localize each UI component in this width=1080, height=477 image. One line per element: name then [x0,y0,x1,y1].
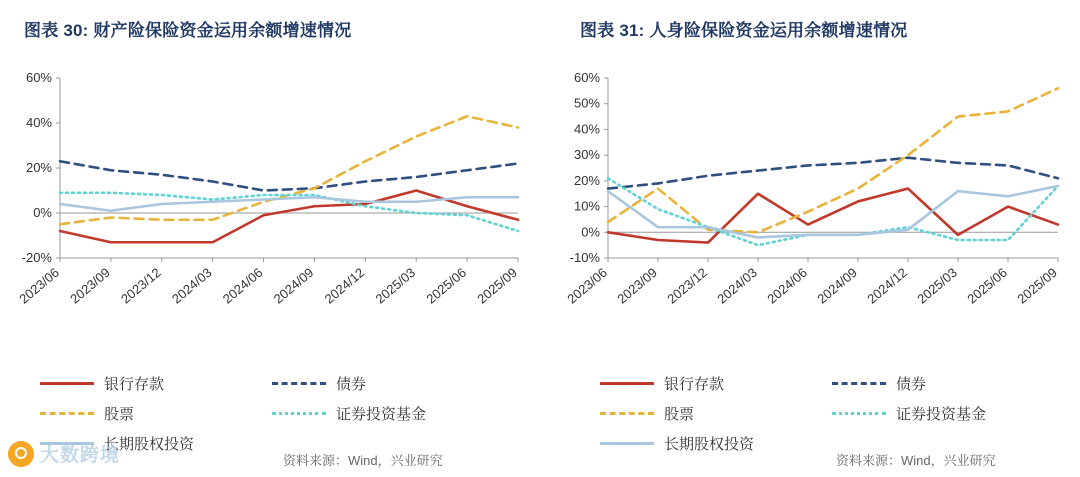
line-chart-left [0,60,540,350]
legend-item-long-term-equity [600,433,832,454]
legend-item-securities-fund [272,403,504,424]
x-tick-label: 2024/03 [714,264,760,307]
legend-swatch-bank-deposit [600,382,654,385]
legend-swatch-bond [272,382,326,385]
line-chart-right [540,60,1080,350]
legend-item-stock [600,403,832,424]
series-line [60,161,518,190]
x-tick-label: 2025/09 [474,264,520,307]
legend-swatch-stock [40,412,94,415]
chart-source-left: 资料来源：Wind，兴业研究 [283,453,443,468]
chart-legend-right [600,368,1070,458]
x-tick-label: 2024/09 [270,264,317,307]
legend-item-securities-fund [832,403,1064,424]
legend-swatch-securities-fund [832,412,886,415]
legend-item-bond [272,373,504,394]
y-tick-label: 20% [573,172,600,188]
x-tick-label: 2025/03 [914,264,960,307]
legend-label-bond: 债券 [336,375,367,393]
y-tick-label: 10% [573,198,600,214]
legend-row [600,428,1070,458]
series-line [60,197,518,211]
x-tick-label: 2025/09 [1014,264,1060,307]
y-tick-label: 60% [573,70,600,85]
legend-row [600,398,1070,428]
y-tick-label: -10% [569,250,600,265]
x-tick-label: 2025/03 [372,264,419,307]
y-tick-label: 30% [573,147,600,163]
watermark [8,440,120,467]
chart-panel-right [540,0,1080,477]
y-tick-label: 0% [581,224,600,240]
legend-row [40,368,510,398]
legend-label-stock: 股票 [104,405,135,423]
series-line [608,158,1058,189]
legend-label-bank-deposit: 银行存款 [104,375,165,393]
y-tick-label: 50% [573,95,600,111]
legend-swatch-bank-deposit [40,382,94,385]
legend-label-bank-deposit: 银行存款 [664,375,725,393]
y-tick-label: 0% [33,205,52,220]
legend-item-stock [40,403,272,424]
x-tick-label: 2024/06 [764,264,810,307]
x-tick-label: 2023/12 [664,264,710,307]
series-line [608,88,1058,232]
legend-label-long-term-equity: 长期股权投资 [104,435,195,453]
x-tick-label: 2024/09 [814,264,860,307]
legend-label-securities-fund: 证券投资基金 [336,405,427,423]
y-tick-label: -20% [21,250,52,265]
legend-item-bank-deposit [40,373,272,394]
legend-swatch-stock [600,412,654,415]
legend-item-bond [832,373,1064,394]
legend-swatch-securities-fund [272,412,326,415]
x-tick-label: 2023/09 [614,264,660,307]
x-tick-label: 2024/06 [219,264,266,307]
legend-label-bond: 债券 [896,375,927,393]
x-tick-label: 2023/06 [564,264,610,307]
chart-title-right: 图表 31: 人身险保险资金运用余额增速情况 [580,21,908,40]
x-tick-label: 2024/12 [321,264,368,307]
x-tick-label: 2023/12 [118,264,164,307]
x-tick-label: 2023/06 [16,264,62,307]
x-tick-label: 2024/03 [168,264,215,307]
chart-source-right: 资料来源：Wind，兴业研究 [836,453,996,468]
y-tick-label: 60% [25,70,52,85]
y-tick-label: 40% [573,121,600,137]
legend-swatch-long-term-equity [600,442,654,445]
watermark-logo-icon [8,441,34,467]
legend-item-bank-deposit [600,373,832,394]
chart-plot-right [540,60,1080,350]
x-tick-label: 2025/06 [964,264,1010,307]
chart-plot-left [0,60,540,350]
x-tick-label: 2025/06 [423,264,470,307]
x-tick-label: 2024/12 [864,264,910,307]
legend-row [600,368,1070,398]
legend-swatch-bond [832,382,886,385]
y-tick-label: 20% [25,160,52,175]
legend-label-stock: 股票 [664,405,695,423]
y-tick-label: 40% [25,115,52,130]
legend-row [40,398,510,428]
watermark-text: 大数跨境 [40,445,121,466]
chart-title-left: 图表 30: 财产险保险资金运用余额增速情况 [24,21,352,40]
legend-label-long-term-equity: 长期股权投资 [664,435,755,453]
legend-label-securities-fund: 证券投资基金 [896,405,987,423]
x-tick-label: 2023/09 [67,264,113,307]
